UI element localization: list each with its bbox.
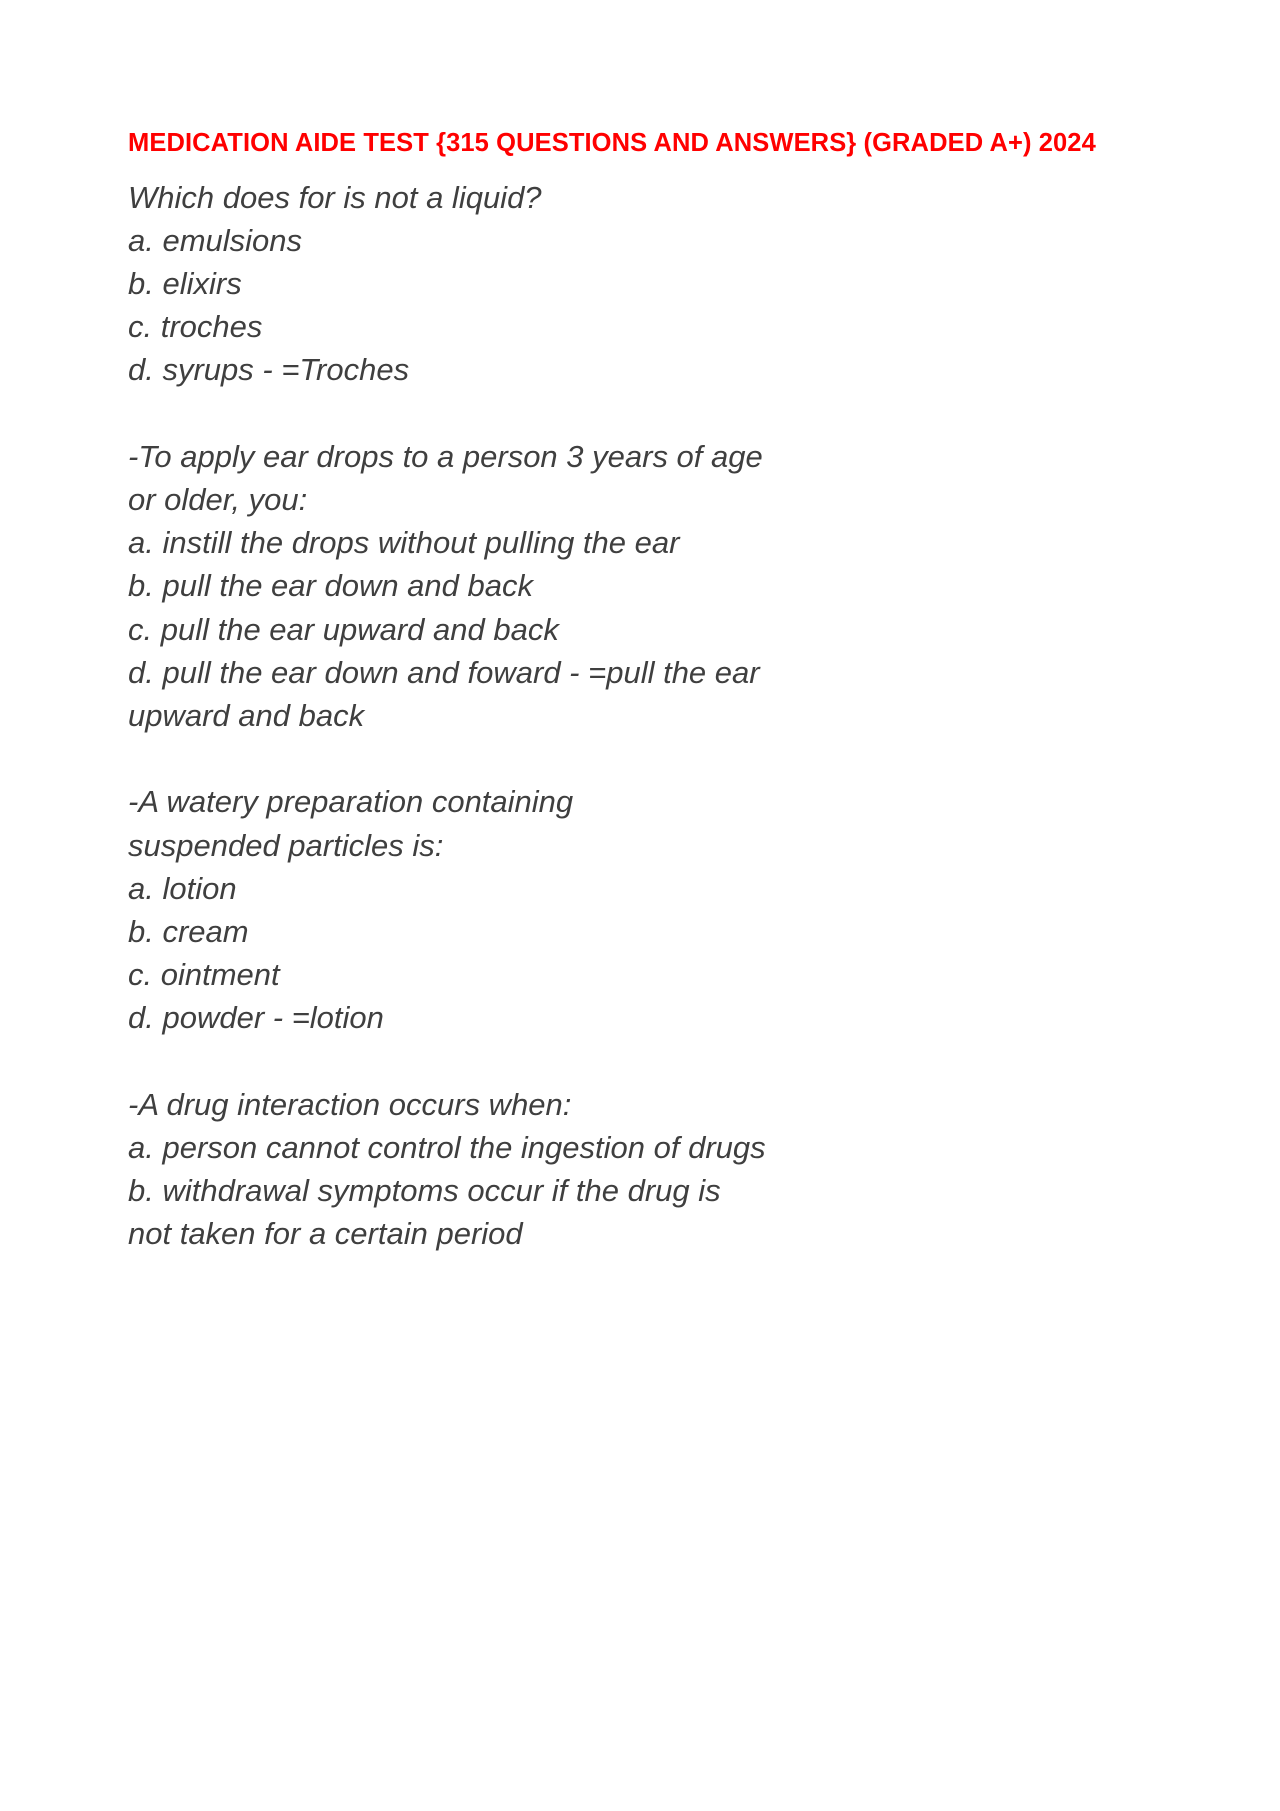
text-line: a. lotion	[128, 870, 237, 906]
text-line: c. troches	[128, 309, 263, 345]
text-line: or older, you:	[128, 482, 308, 518]
text-line: -To apply ear drops to a person 3 years of age	[128, 438, 763, 474]
text-line: d. powder - =lotion	[128, 1000, 384, 1036]
text-line: suspended particles is:	[128, 827, 444, 863]
text-line: d. syrups - =Troches	[128, 352, 410, 388]
page-title: MEDICATION AIDE TEST {315 QUESTIONS AND ANSWERS} (GRADED A+) 2024	[128, 129, 1096, 157]
text-line: not taken for a certain period	[128, 1216, 523, 1252]
text-line: b. pull the ear down and back	[128, 568, 533, 604]
text-line: c. ointment	[128, 957, 280, 993]
text-line: Which does for is not a liquid?	[128, 179, 542, 215]
question-answer-content	[128, 176, 1138, 1256]
text-line: b. withdrawal symptoms occur if the drug is	[128, 1173, 721, 1209]
blank-line	[128, 1040, 1138, 1083]
text-line: -A watery preparation containing	[128, 784, 574, 820]
blank-line	[128, 392, 1138, 435]
text-line: b. cream	[128, 914, 249, 950]
text-line: -A drug interaction occurs when:	[128, 1086, 572, 1122]
text-line: a. person cannot control the ingestion of drugs	[128, 1130, 766, 1166]
blank-line	[128, 737, 1138, 780]
text-line: a. emulsions	[128, 222, 303, 258]
text-line: upward and back	[128, 698, 365, 734]
text-line: b. elixirs	[128, 266, 242, 302]
document-body	[128, 128, 1138, 1256]
text-line: d. pull the ear down and foward - =pull the ear	[128, 654, 760, 690]
text-line: a. instill the drops without pulling the ear	[128, 525, 680, 561]
text-line: c. pull the ear upward and back	[128, 611, 559, 647]
